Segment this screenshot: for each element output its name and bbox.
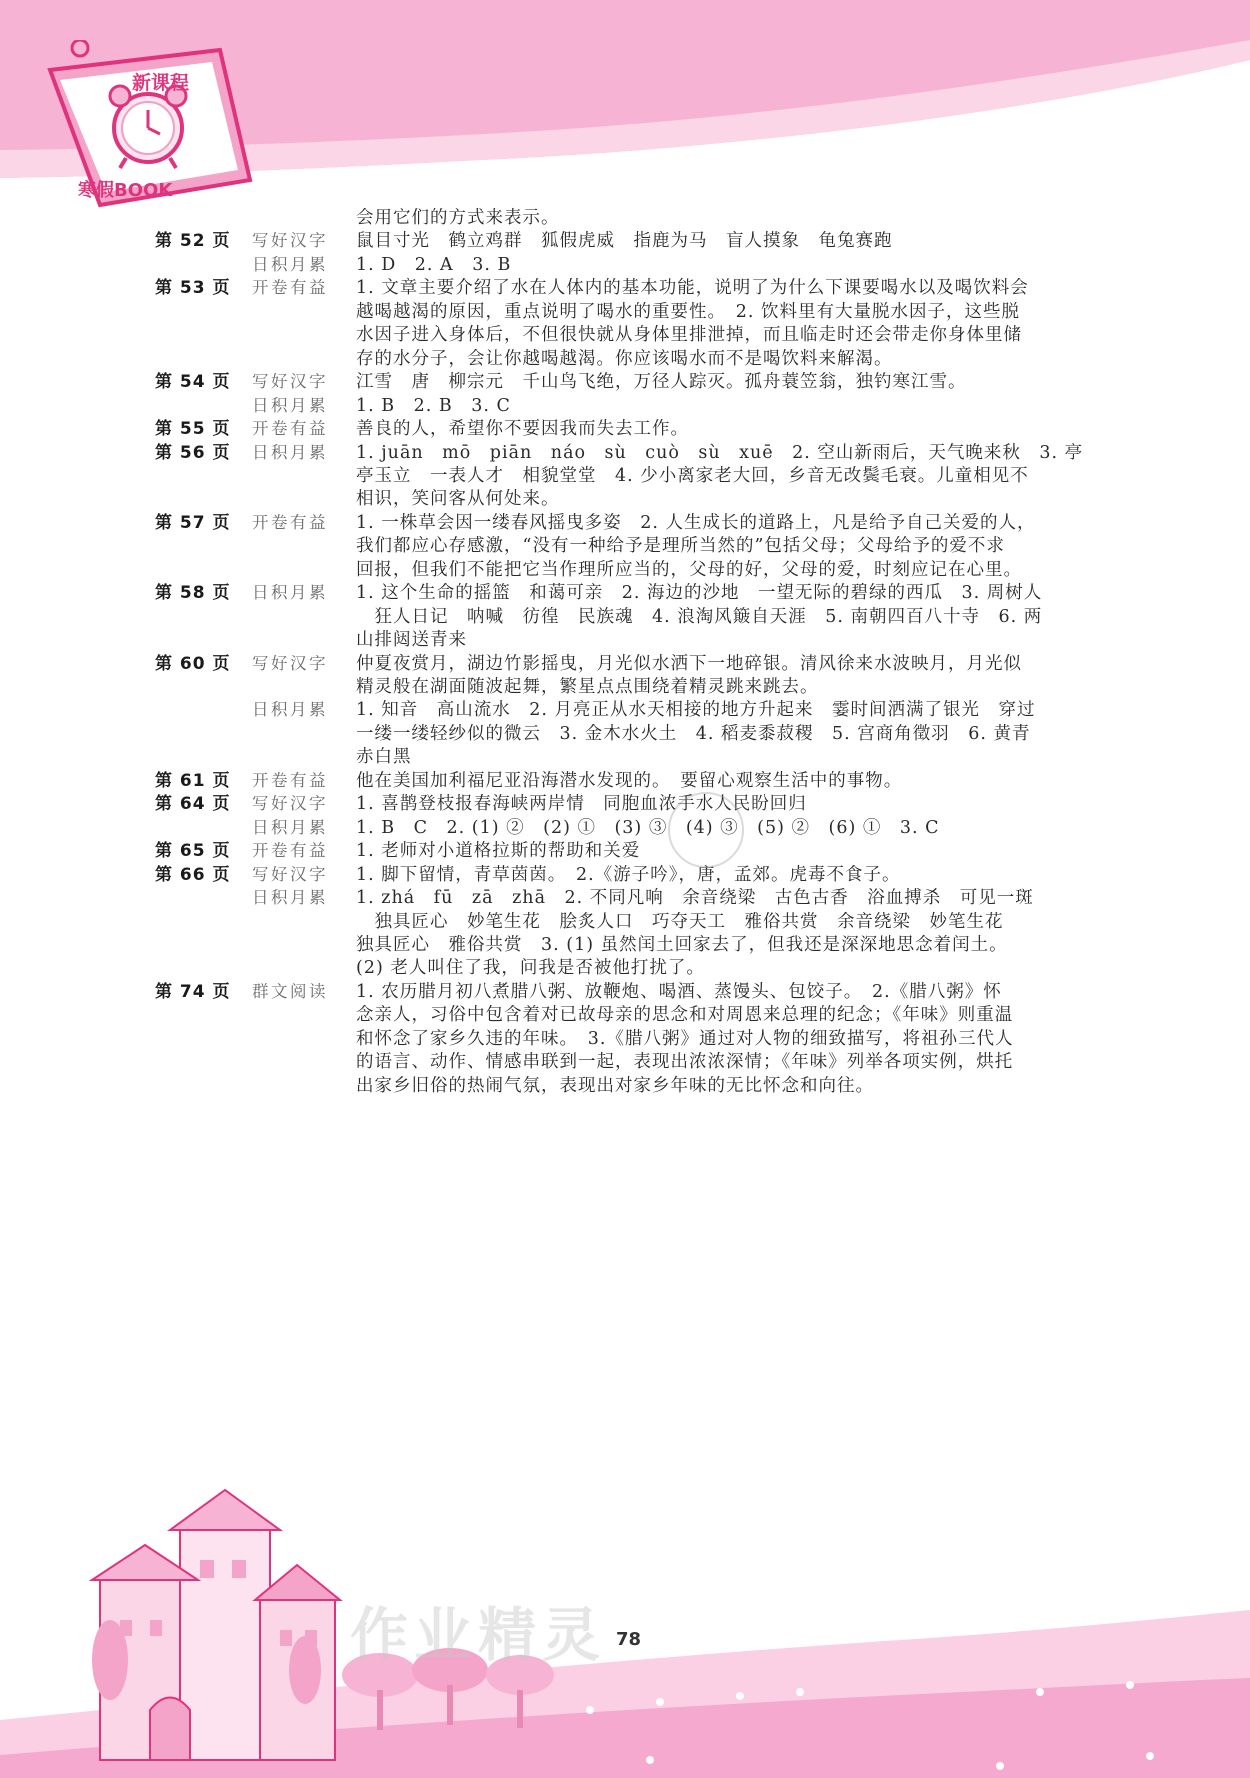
section-label: 写好汉字 [252, 865, 328, 884]
section-label: 开卷有益 [252, 419, 328, 438]
section-label: 日积月累 [252, 818, 328, 837]
answer-text: 亭玉立 一表人才 相貌堂堂 4. 少小离家老大回，乡音无改鬓毛衰。儿童相见不 [356, 466, 1029, 486]
answer-text: 山排闼送青来 [356, 630, 467, 650]
answer-text: 鼠目寸光 鹤立鸡群 狐假虎威 指鹿为马 盲人摸象 龟兔赛跑 [356, 231, 893, 251]
page-label: 第 56 页 [155, 443, 231, 463]
answer-text: 1. 这个生命的摇篮 和蔼可亲 2. 海边的沙地 一望无际的碧绿的西瓜 3. 周树人 [356, 583, 1043, 603]
section-label: 日积月累 [252, 396, 328, 415]
answer-text: 1. 知音 高山流水 2. 月亮正从水天相接的地方升起来 霎时间洒满了银光 穿过 [356, 700, 1036, 720]
watermark-text: 作业精灵 [350, 1601, 607, 1669]
answer-text: 会用它们的方式来表示。 [356, 208, 560, 228]
page-label: 第 57 页 [155, 513, 231, 533]
answer-text: 1. 老师对小道格拉斯的帮助和关爱 [356, 841, 641, 861]
watermark-stamp [668, 792, 744, 868]
page-label: 第 55 页 [155, 419, 231, 439]
answer-text: 1. 一株草会因一缕春风摇曳多姿 2. 人生成长的道路上，凡是给予自己关爱的人， [356, 513, 1036, 533]
section-label: 群文阅读 [252, 982, 328, 1001]
answer-text: 独具匠心 雅俗共赏 3. (1) 虽然闰土回家去了，但我还是深深地思念着闰土。 [356, 935, 1008, 955]
section-label: 写好汉字 [252, 231, 328, 250]
answer-text: (2) 老人叫住了我，问我是否被他打扰了。 [356, 958, 705, 978]
page-label: 第 52 页 [155, 231, 231, 251]
answer-text: 相识，笑问客从何处来。 [356, 489, 560, 509]
answer-text: 赤白黑 [356, 747, 412, 767]
logo-subtitle: 寒假BOOK [78, 180, 173, 201]
section-label: 日积月累 [252, 888, 328, 907]
answer-text: 越喝越渴的原因，重点说明了喝水的重要性。 2. 饮料里有大量脱水因子，这些脱 [356, 302, 1021, 322]
logo-title: 新课程 [132, 72, 190, 94]
answer-text: 1. zhá fū zā zhā 2. 不同凡响 余音绕梁 古色古香 浴血搏杀 可见一斑 [356, 888, 1034, 908]
page-label: 第 74 页 [155, 982, 231, 1002]
section-label: 写好汉字 [252, 794, 328, 813]
answer-text: 1. 脚下留情，青草茵茵。 2.《游子吟》，唐，孟郊。虎毒不食子。 [356, 865, 901, 885]
section-label: 开卷有益 [252, 771, 328, 790]
section-label: 日积月累 [252, 583, 328, 602]
section-label: 开卷有益 [252, 841, 328, 860]
answer-text: 他在美国加利福尼亚沿海潜水发现的。 要留心观察生活中的事物。 [356, 771, 903, 791]
answer-text: 的语言、动作、情感串联到一起，表现出浓浓深情；《年味》列举各项实例，烘托 [356, 1052, 1014, 1072]
answer-text: 水因子进入身体后，不但很快就从身体里排泄掉，而且临走时还会带走你身体里储 [356, 325, 1022, 345]
page-label: 第 61 页 [155, 771, 231, 791]
answer-text: 江雪 唐 柳宗元 千山鸟飞绝，万径人踪灭。孤舟蓑笠翁，独钓寒江雪。 [356, 372, 967, 392]
answer-text: 我们都应心存感激，“没有一种给予是理所当然的”包括父母；父母给予的爱不求 [356, 536, 1005, 556]
answer-text: 1. D 2. A 3. B [356, 255, 512, 275]
answer-text: 一缕一缕轻纱似的微云 3. 金木水火土 4. 稻麦黍菽稷 5. 宫商角徵羽 6. 黄青 [356, 724, 1031, 744]
answer-text: 出家乡旧俗的热闹气氛，表现出对家乡年味的无比怀念和向往。 [356, 1076, 874, 1096]
answer-text: 回报，但我们不能把它当作理所应当的，父母的好，父母的爱，时刻应记在心里。 [356, 560, 1022, 580]
answer-text: 1. 农历腊月初八煮腊八粥、放鞭炮、喝酒、蒸馒头、包饺子。 2.《腊八粥》怀 [356, 982, 1002, 1002]
page-label: 第 65 页 [155, 841, 231, 861]
answer-text: 仲夏夜赏月，湖边竹影摇曳，月光似水洒下一地碎银。清风徐来水波映月，月光似 [356, 654, 1022, 674]
answer-text: 善良的人，希望你不要因我而失去工作。 [356, 419, 689, 439]
answer-text: 存的水分子，会让你越喝越渴。你应该喝水而不是喝饮料来解渴。 [356, 349, 893, 369]
answer-text: 念亲人，习俗中包含着对已故母亲的思念和对周恩来总理的纪念；《年味》则重温 [356, 1005, 1014, 1025]
section-label: 日积月累 [252, 443, 328, 462]
page-label: 第 53 页 [155, 278, 231, 298]
answer-text: 精灵般在湖面随波起舞，繁星点点围绕着精灵跳来跳去。 [356, 677, 819, 697]
page-label: 第 60 页 [155, 654, 231, 674]
section-label: 开卷有益 [252, 513, 328, 532]
section-label: 日积月累 [252, 700, 328, 719]
page-label: 第 54 页 [155, 372, 231, 392]
section-label: 日积月累 [252, 255, 328, 274]
section-label: 写好汉字 [252, 654, 328, 673]
page-label: 第 58 页 [155, 583, 231, 603]
answer-text: 和怀念了家乡久违的年味。 3.《腊八粥》通过对人物的细致描写，将祖孙三代人 [356, 1029, 1014, 1049]
answer-text: 1. B 2. B 3. C [356, 396, 511, 416]
page-number: 78 [616, 1629, 642, 1650]
footer-castle-decoration [0, 1470, 1250, 1778]
section-label: 开卷有益 [252, 278, 328, 297]
answer-text: 1. 文章主要介绍了水在人体内的基本功能，说明了为什么下课要喝水以及喝饮料会 [356, 278, 1029, 298]
section-label: 写好汉字 [252, 372, 328, 391]
page-label: 第 66 页 [155, 865, 231, 885]
answer-text: 独具匠心 妙笔生花 脍炙人口 巧夺天工 雅俗共赏 余音绕梁 妙笔生花 [356, 912, 1004, 932]
page-label: 第 64 页 [155, 794, 231, 814]
answer-text: 1. B C 2. (1) ② (2) ① (3) ③ (4) ③ (5) ② (6) ① 3. C [356, 818, 940, 838]
answer-text: 狂人日记 呐喊 彷徨 民族魂 4. 浪淘风簸自天涯 5. 南朝四百八十寺 6. 两 [356, 607, 1043, 627]
answer-text: 1. 喜鹊登枝报春海峡两岸情 同胞血浓手水人民盼回归 [356, 794, 807, 814]
answer-text: 1. juān mō piān náo sù cuò sù xuē 2. 空山新雨后，天气晚来秋 3. 亭 [356, 443, 1084, 463]
